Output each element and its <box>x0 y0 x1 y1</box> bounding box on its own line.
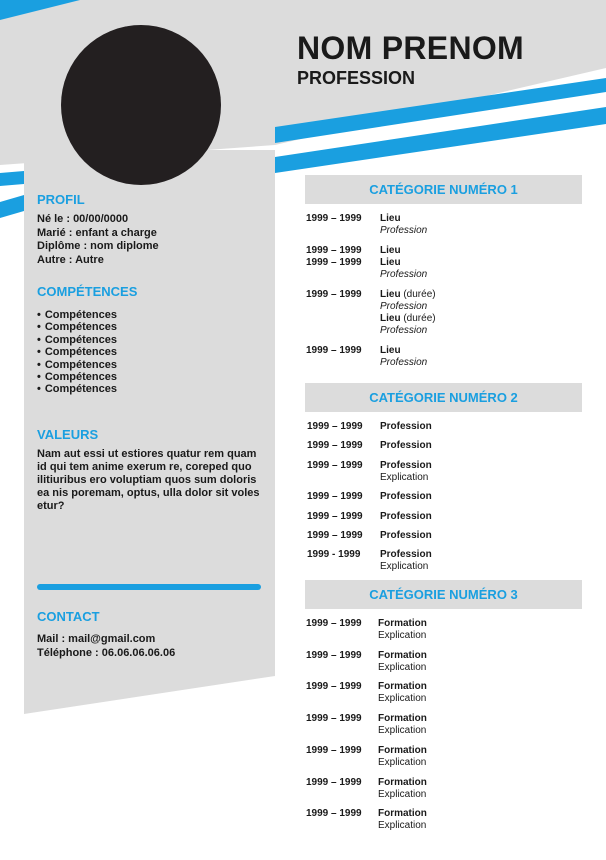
entry-lieu: Lieu <box>380 313 401 324</box>
entry-date: 1999 – 1999 <box>306 650 362 661</box>
competence-item: • Compétences <box>37 346 267 358</box>
profil-diploma: Diplôme : nom diplome <box>37 240 159 252</box>
entry-date: 1999 – 1999 <box>306 345 362 356</box>
entry-title: Profession <box>380 530 432 541</box>
entry-date: 1999 – 1999 <box>306 808 362 819</box>
competence-item: • Compétences <box>37 309 267 321</box>
entry-date: 1999 – 1999 <box>307 530 363 541</box>
entry-title: Formation <box>378 618 427 629</box>
entry-date: 1999 – 1999 <box>306 213 362 224</box>
left-blue-stripe-1 <box>0 171 24 186</box>
valeurs-title: VALEURS <box>37 427 99 442</box>
entry-title: Formation <box>378 808 427 819</box>
entry-lieu: Lieu <box>380 289 401 300</box>
valeurs-text: Nam aut essi ut estiores quatur rem quam id qui tem anime exerum re, coreped quo ilitiuribus ero voluptiam quos sum doloris ea nis poremam, optus, ulla dolor sit voles etur? <box>37 448 260 512</box>
profil-section <box>37 192 267 267</box>
entry-date: 1999 – 1999 <box>307 440 363 451</box>
entry-profession: Profession <box>380 357 428 368</box>
entry-date: 1999 – 1999 <box>306 745 362 756</box>
entry-sub: Explication <box>378 789 427 800</box>
person-profession: PROFESSION <box>297 68 416 88</box>
contact-phone: Téléphone : 06.06.06.06.06 <box>37 646 176 659</box>
competence-item: • Compétences <box>37 383 267 395</box>
entry-sub: Explication <box>378 757 427 768</box>
entry-date: 1999 – 1999 <box>306 681 362 692</box>
header <box>297 30 524 89</box>
entry-sub: Explication <box>378 630 427 641</box>
profil-other: Autre : Autre <box>37 253 104 266</box>
contact-section <box>37 609 267 660</box>
competence-item: • Compétences <box>37 371 267 383</box>
entry-date: 1999 – 1999 <box>306 289 362 300</box>
entry-profession: Profession <box>380 225 428 236</box>
entry-title: Profession <box>380 460 432 471</box>
competences-title: COMPÉTENCES <box>37 284 138 299</box>
profil-family: Marié : enfant a charge <box>37 226 157 239</box>
entry-lieu: Lieu <box>380 257 401 268</box>
entry-title: Formation <box>378 777 427 788</box>
entry-title: Formation <box>378 713 427 724</box>
entry-title: Formation <box>378 650 427 661</box>
entry-date: 1999 – 1999 <box>306 777 362 788</box>
entry-lieu: Lieu <box>380 213 401 224</box>
entry-date: 1999 – 1999 <box>306 245 362 256</box>
competence-item: • Compétences <box>37 359 267 371</box>
entry-date: 1999 - 1999 <box>307 549 361 560</box>
left-blue-stripe-2 <box>0 195 24 218</box>
competence-item: • Compétences <box>37 334 267 346</box>
entry-lieu: Lieu <box>380 245 401 256</box>
photo-avatar <box>61 25 221 185</box>
profil-birth: Né le : 00/00/0000 <box>37 213 129 225</box>
contact-divider <box>37 584 261 590</box>
entry-date: 1999 – 1999 <box>307 491 363 502</box>
entry-title: Profession <box>380 491 432 502</box>
entry-sub: Explication <box>380 561 429 572</box>
entry-lieu: Lieu <box>380 345 401 356</box>
entry-title: Profession <box>380 440 432 451</box>
entry-sub: Explication <box>378 693 427 704</box>
category-1-header: CATÉGORIE NUMÉRO 1 <box>305 175 582 204</box>
category-3-header: CATÉGORIE NUMÉRO 3 <box>305 580 582 609</box>
competence-item: • Compétences <box>37 321 267 333</box>
valeurs-section <box>37 427 267 513</box>
entry-date: 1999 – 1999 <box>306 257 362 268</box>
entry-duree: (durée) <box>403 313 436 324</box>
entry-sub: Explication <box>378 820 427 831</box>
entry-date: 1999 – 1999 <box>306 618 362 629</box>
contact-mail: Mail : mail@gmail.com <box>37 633 156 645</box>
entry-profession: Profession <box>380 301 428 312</box>
entry-profession: Profession <box>380 269 428 280</box>
entry-duree: (durée) <box>403 289 436 300</box>
person-name: NOM PRENOM <box>297 30 524 66</box>
entry-title: Profession <box>380 549 432 560</box>
contact-title: CONTACT <box>37 609 100 624</box>
entry-title: Formation <box>378 745 427 756</box>
entry-sub: Explication <box>378 725 427 736</box>
competences-list <box>37 309 267 396</box>
entry-title: Profession <box>380 421 432 432</box>
entry-sub: Explication <box>378 662 427 673</box>
category-2-header: CATÉGORIE NUMÉRO 2 <box>305 383 582 412</box>
entry-profession: Profession <box>380 325 428 336</box>
entry-date: 1999 – 1999 <box>307 421 363 432</box>
entry-date: 1999 – 1999 <box>307 460 363 471</box>
entry-date: 1999 – 1999 <box>307 511 363 522</box>
entry-title: Formation <box>378 681 427 692</box>
competences-section <box>37 284 267 396</box>
entry-title: Profession <box>380 511 432 522</box>
entry-date: 1999 – 1999 <box>306 713 362 724</box>
entry-sub: Explication <box>380 472 429 483</box>
profil-title: PROFIL <box>37 192 85 207</box>
